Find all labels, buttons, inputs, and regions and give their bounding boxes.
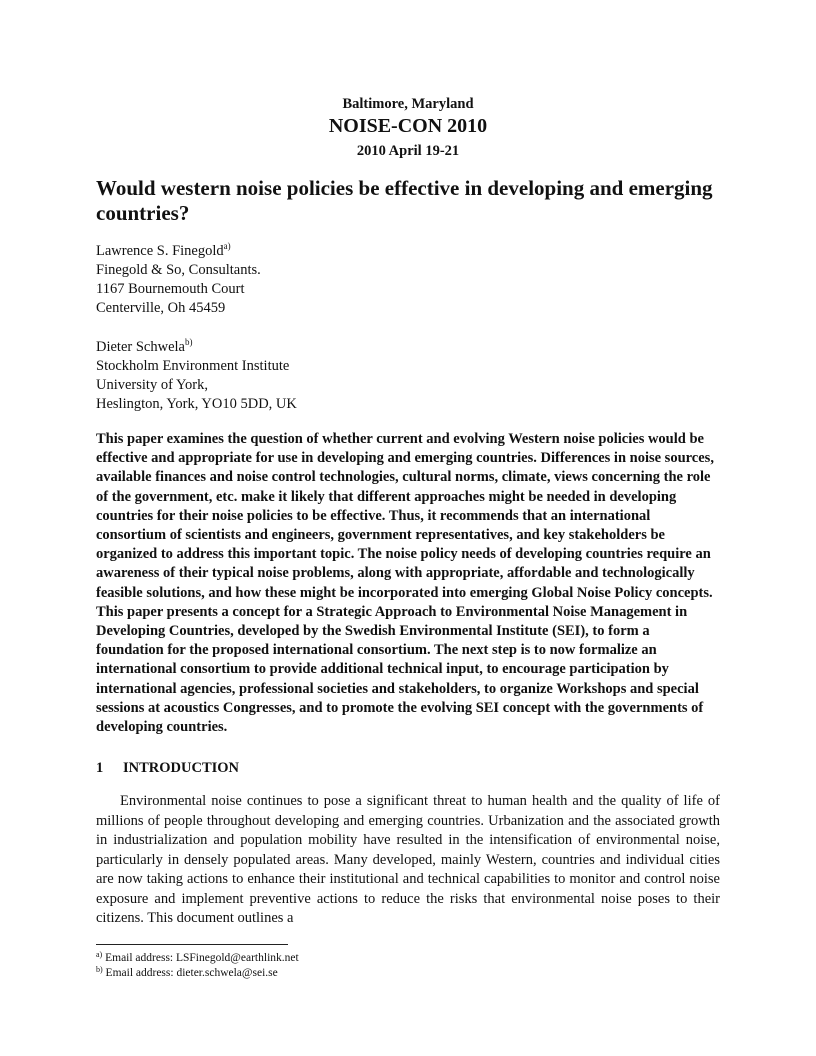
conference-dates: 2010 April 19-21 bbox=[356, 143, 460, 159]
section-number: 1 bbox=[96, 760, 104, 776]
author-affiliation-line: Finegold & So, Consultants. bbox=[96, 262, 261, 278]
footnote-divider bbox=[96, 944, 288, 945]
footnote-marker: a) bbox=[223, 241, 231, 251]
footnote-mark: a) bbox=[96, 950, 103, 959]
section-title: INTRODUCTION bbox=[123, 760, 240, 776]
author-affiliation-line: 1167 Bournemouth Court bbox=[96, 281, 245, 297]
author-block-1 bbox=[96, 242, 716, 318]
section-heading bbox=[96, 760, 239, 777]
author-name: Lawrence S. Finegold$^{a)}$ bbox=[96, 241, 231, 259]
author-affiliation-line: Stockholm Environment Institute bbox=[96, 358, 290, 374]
author-affiliation-line: Heslington, York, YO10 5DD, UK bbox=[96, 396, 297, 412]
footnotes bbox=[96, 951, 299, 981]
author-affiliation-line: University of York, bbox=[96, 377, 208, 393]
footnote-text: Email address: dieter.schwela@sei.se bbox=[105, 967, 278, 979]
conference-name: NOISE-CON 2010 bbox=[328, 115, 488, 137]
footnote bbox=[96, 951, 299, 966]
footnote-marker: b) bbox=[184, 337, 193, 347]
conference-location: Baltimore, Maryland bbox=[342, 96, 474, 112]
footnote-text: Email address: LSFinegold@earthlink.net bbox=[105, 952, 299, 964]
footnote-mark: b) bbox=[96, 965, 103, 974]
author-block-2 bbox=[96, 338, 716, 414]
footnote bbox=[96, 966, 299, 981]
author-affiliation-line: Centerville, Oh 45459 bbox=[96, 300, 226, 316]
abstract: This paper examines the question of whether current and evolving Western noise policies would be effective and appropriate for use in developing and emerging countries. Differences in noise sources, available finances and noise control technologies, cultural norms, climate, views concerning the role of the government, etc. make it likely that different approaches might be needed in developing countries for their noise policies to be effective. Thus, it recommends that an international consortium of scientists and engineers, government representatives, and key stakeholders be organized to address this important topic. The noise policy needs of developing countries require an awareness of their typical noise problems, along with appropriate, affordable and technologically feasible solutions, and how these might be incorporated into emerging Global Noise Policy concepts. This paper presents a concept for a Strategic Approach to Environmental Noise Management in Developing Countries, developed by the Swedish Environmental Institute (SEI), to form a foundation for the proposed international consortium. The next step is to now formalize an international consortium to provide additional technical input, to encourage participation by international agencies, professional societies and stakeholders, to organize Workshops and special sessions at acoustics Congresses, and to promote the evolving SEI concept with the governments of developing countries. bbox=[96, 431, 714, 736]
author-name: Dieter Schwela$^{b)}$ bbox=[96, 337, 193, 355]
introduction-paragraph: Environmental noise continues to pose a significant threat to human health and the quality of life of millions of people throughout developing and emerging countries. Urbanization and the associated growth in industrialization and population mobility have resulted in the intensification of environmental noise, particularly in densely populated areas. Many developed, mainly Western, countries and individual cities are now taking actions to enhance their institutional and technical capabilities to monitor and control noise exposure and implement preventive actions to reduce the risks that environmental noise poses to their citizens. This document outlines a bbox=[96, 793, 720, 926]
paper-title: Would western noise policies be effective in developing and emerging countries? bbox=[96, 176, 713, 225]
